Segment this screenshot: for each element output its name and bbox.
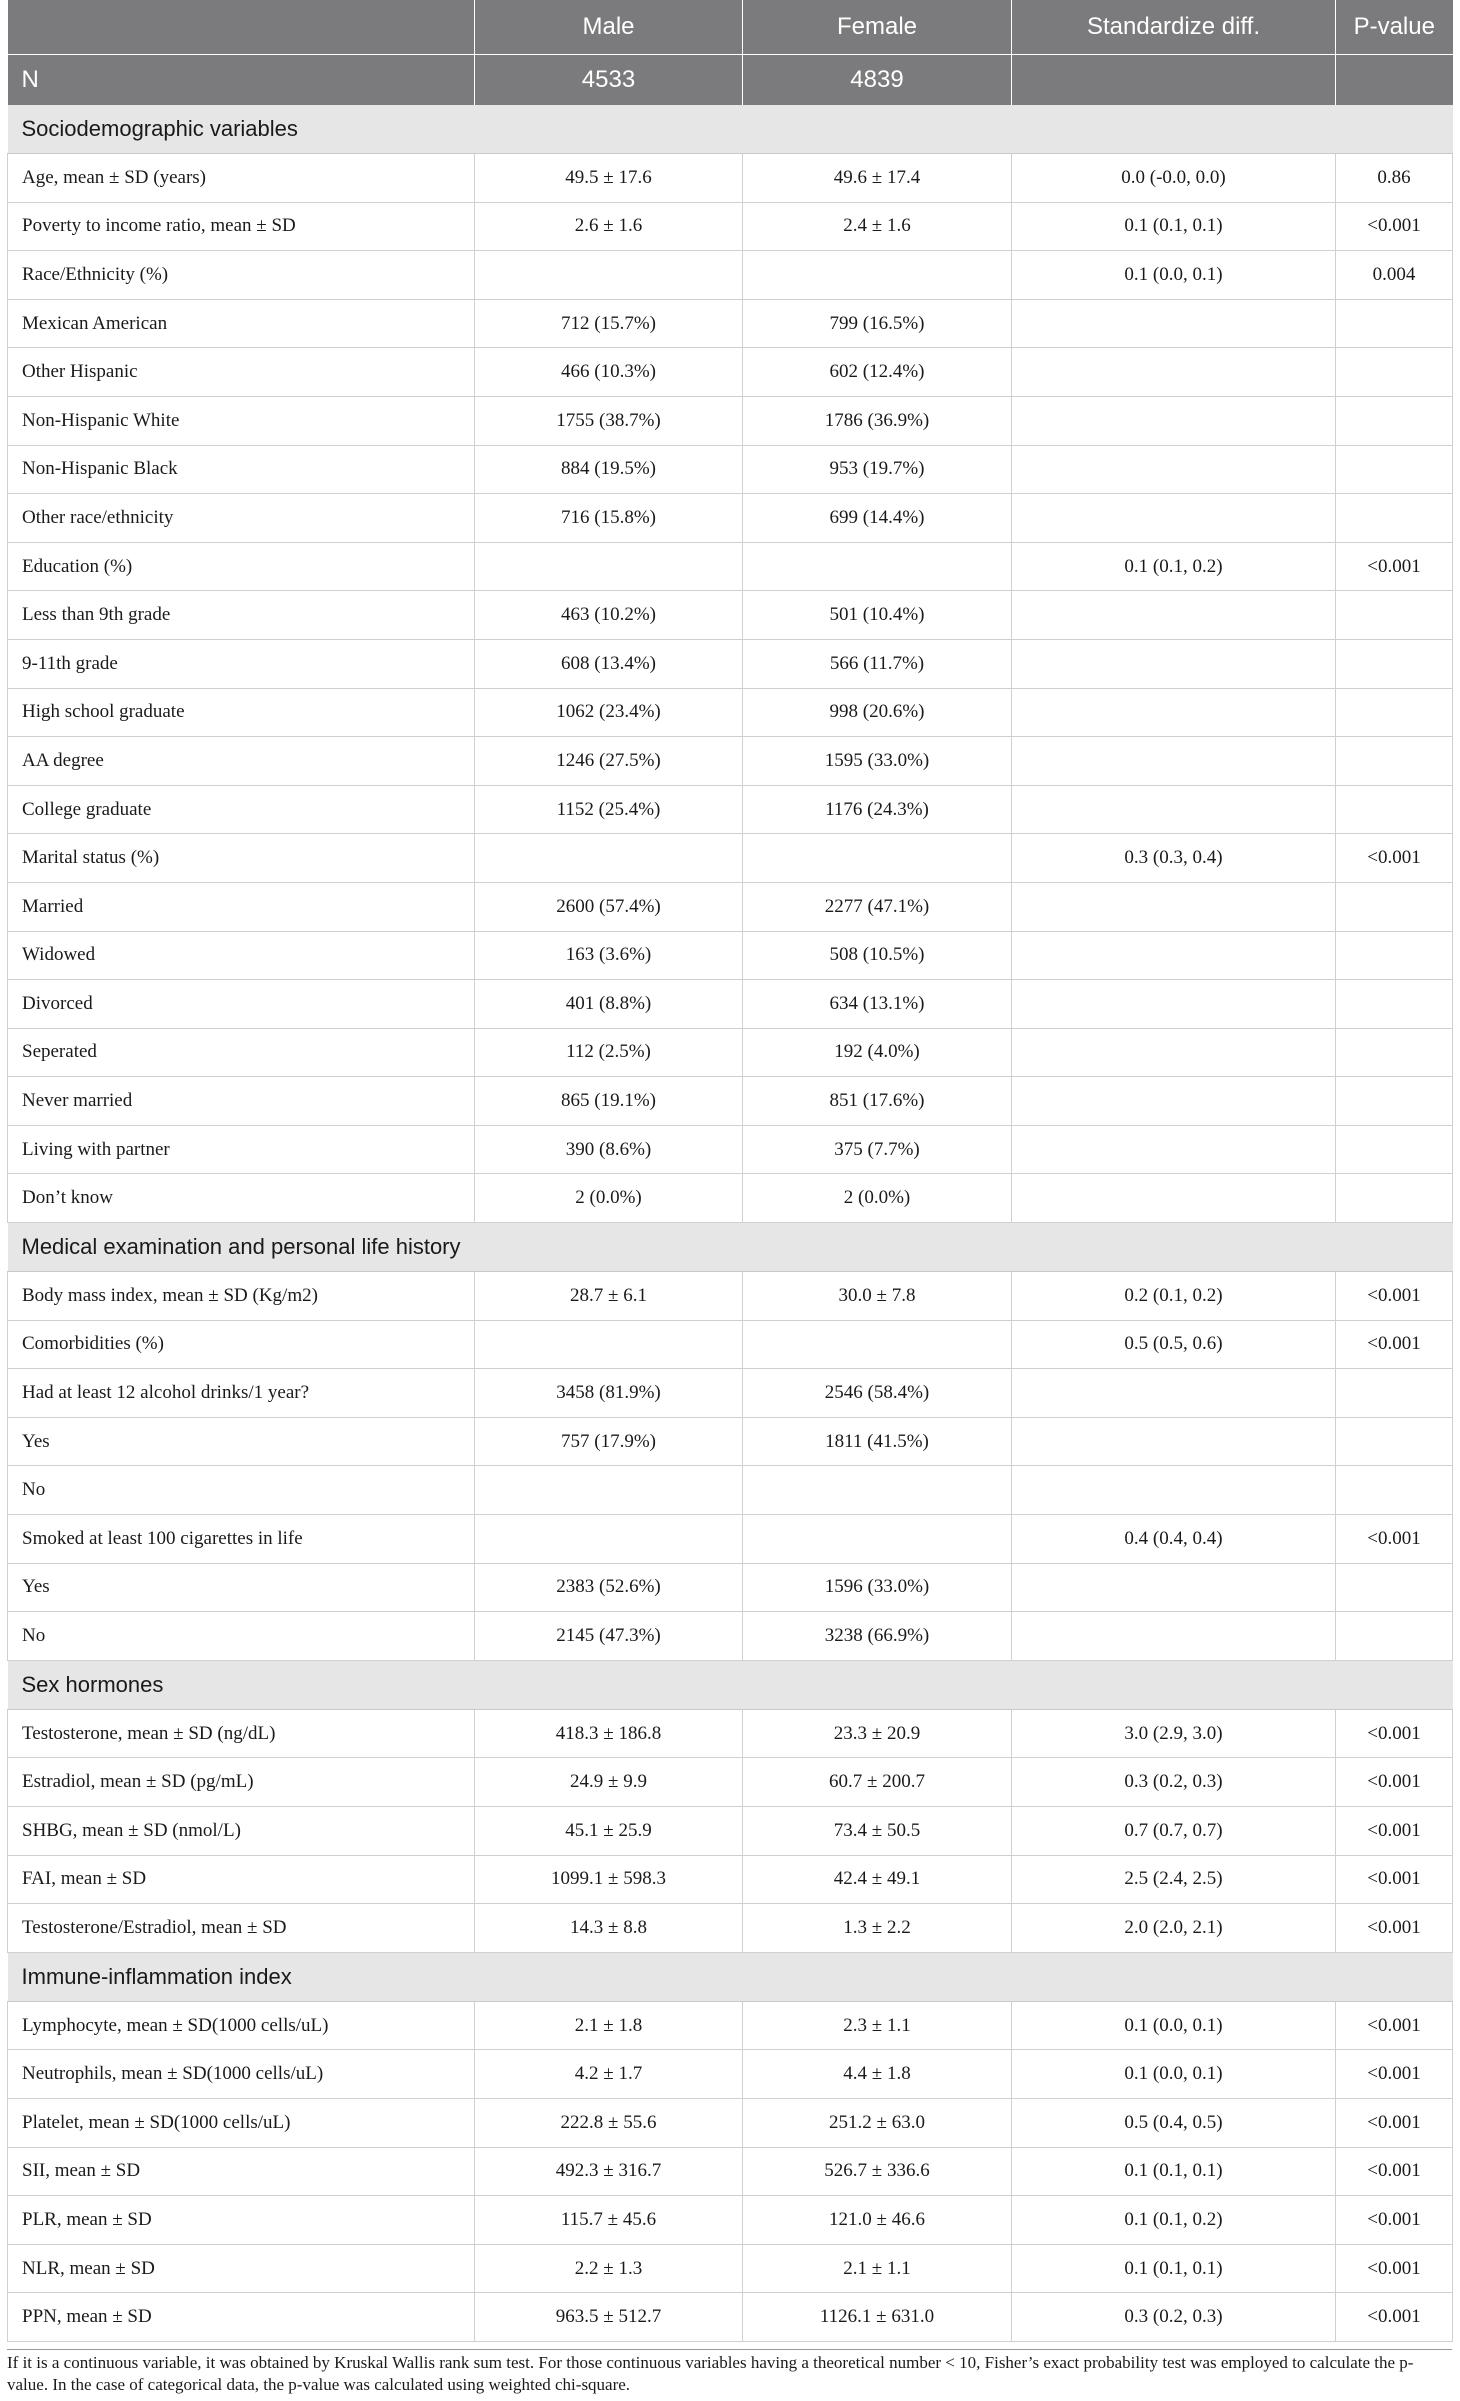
cell-variable: Other race/ethnicity	[8, 494, 475, 543]
cell-variable: College graduate	[8, 785, 475, 834]
cell-p-value: <0.001	[1336, 2001, 1453, 2050]
cell-p-value: <0.001	[1336, 1855, 1453, 1904]
cell-male: 24.9 ± 9.9	[475, 1758, 743, 1807]
cell-p-value	[1336, 494, 1453, 543]
cell-p-value	[1336, 1612, 1453, 1661]
table-row	[8, 591, 1453, 640]
cell-p-value: 0.004	[1336, 251, 1453, 300]
table-row	[8, 1028, 1453, 1077]
cell-variable: Never married	[8, 1077, 475, 1126]
cell-female: 1595 (33.0%)	[743, 737, 1012, 786]
table-footnote: If it is a continuous variable, it was obtained by Kruskal Wallis rank sum test. For those continuous variables having a theoretical number < 10, Fisher’s exact probability test was employed to calculate the p-value. In the case of categorical data, the p-value was calculated using weighted chi-square.	[7, 2349, 1452, 2396]
table-row	[8, 2050, 1453, 2099]
cell-standardize-diff	[1012, 931, 1336, 980]
cell-p-value	[1336, 1125, 1453, 1174]
cell-standardize-diff: 0.0 (-0.0, 0.0)	[1012, 154, 1336, 203]
cell-variable: SHBG, mean ± SD (nmol/L)	[8, 1807, 475, 1856]
cell-p-value: <0.001	[1336, 1272, 1453, 1321]
cell-p-value: <0.001	[1336, 2293, 1453, 2342]
cell-variable: Poverty to income ratio, mean ± SD	[8, 202, 475, 251]
cell-p-value: <0.001	[1336, 1709, 1453, 1758]
cell-male: 466 (10.3%)	[475, 348, 743, 397]
cell-variable: Seperated	[8, 1028, 475, 1077]
cell-variable: FAI, mean ± SD	[8, 1855, 475, 1904]
cell-p-value	[1336, 396, 1453, 445]
cell-male: 390 (8.6%)	[475, 1125, 743, 1174]
cell-variable: Smoked at least 100 cigarettes in life	[8, 1515, 475, 1564]
header-variable	[8, 0, 475, 55]
cell-p-value	[1336, 688, 1453, 737]
table-row	[8, 737, 1453, 786]
cell-female: 4.4 ± 1.8	[743, 2050, 1012, 2099]
cell-male: 112 (2.5%)	[475, 1028, 743, 1077]
cell-p-value	[1336, 931, 1453, 980]
cell-male: 401 (8.8%)	[475, 980, 743, 1029]
cell-female	[743, 1466, 1012, 1515]
cell-p-value	[1336, 1077, 1453, 1126]
n-p	[1336, 55, 1453, 106]
cell-male: 963.5 ± 512.7	[475, 2293, 743, 2342]
cell-p-value: <0.001	[1336, 1515, 1453, 1564]
cell-male: 1062 (23.4%)	[475, 688, 743, 737]
cell-female: 566 (11.7%)	[743, 639, 1012, 688]
table-row	[8, 1369, 1453, 1418]
cell-male: 2.6 ± 1.6	[475, 202, 743, 251]
cell-p-value: <0.001	[1336, 202, 1453, 251]
cell-p-value: <0.001	[1336, 2050, 1453, 2099]
cell-variable: 9-11th grade	[8, 639, 475, 688]
cell-male: 716 (15.8%)	[475, 494, 743, 543]
cell-p-value: 0.86	[1336, 154, 1453, 203]
cell-male	[475, 542, 743, 591]
table-row	[8, 2001, 1453, 2050]
cell-variable: Marital status (%)	[8, 834, 475, 883]
table-row	[8, 1612, 1453, 1661]
section-header-row	[8, 1660, 1453, 1709]
cell-variable: High school graduate	[8, 688, 475, 737]
cell-p-value	[1336, 1417, 1453, 1466]
cell-variable: Divorced	[8, 980, 475, 1029]
cell-male	[475, 251, 743, 300]
cell-male: 14.3 ± 8.8	[475, 1904, 743, 1953]
cell-female: 953 (19.7%)	[743, 445, 1012, 494]
cell-standardize-diff	[1012, 737, 1336, 786]
table-row	[8, 1709, 1453, 1758]
cell-p-value: <0.001	[1336, 542, 1453, 591]
cell-standardize-diff	[1012, 1466, 1336, 1515]
cell-female: 2.1 ± 1.1	[743, 2244, 1012, 2293]
table-header-row	[8, 0, 1453, 55]
cell-variable: SII, mean ± SD	[8, 2147, 475, 2196]
cell-standardize-diff: 0.5 (0.4, 0.5)	[1012, 2098, 1336, 2147]
cell-p-value: <0.001	[1336, 2196, 1453, 2245]
table-row	[8, 980, 1453, 1029]
cell-variable: Comorbidities (%)	[8, 1320, 475, 1369]
table-row	[8, 1272, 1453, 1321]
table-row	[8, 299, 1453, 348]
table-row	[8, 1563, 1453, 1612]
cell-p-value	[1336, 639, 1453, 688]
cell-male: 2145 (47.3%)	[475, 1612, 743, 1661]
cell-p-value	[1336, 882, 1453, 931]
cell-female: 121.0 ± 46.6	[743, 2196, 1012, 2245]
cell-standardize-diff: 0.1 (0.0, 0.1)	[1012, 2001, 1336, 2050]
cell-female: 602 (12.4%)	[743, 348, 1012, 397]
cell-standardize-diff: 0.1 (0.1, 0.1)	[1012, 202, 1336, 251]
cell-p-value: <0.001	[1336, 2098, 1453, 2147]
header-female: Female	[743, 0, 1012, 55]
cell-variable: No	[8, 1612, 475, 1661]
cell-variable: Mexican American	[8, 299, 475, 348]
table-row	[8, 202, 1453, 251]
cell-standardize-diff: 0.3 (0.3, 0.4)	[1012, 834, 1336, 883]
cell-p-value	[1336, 980, 1453, 1029]
cell-male: 2600 (57.4%)	[475, 882, 743, 931]
cell-standardize-diff: 0.1 (0.0, 0.1)	[1012, 2050, 1336, 2099]
cell-variable: Less than 9th grade	[8, 591, 475, 640]
cell-female: 30.0 ± 7.8	[743, 1272, 1012, 1321]
cell-standardize-diff: 2.0 (2.0, 2.1)	[1012, 1904, 1336, 1953]
cell-female: 375 (7.7%)	[743, 1125, 1012, 1174]
cell-p-value	[1336, 348, 1453, 397]
cell-variable: Lymphocyte, mean ± SD(1000 cells/uL)	[8, 2001, 475, 2050]
cell-standardize-diff: 0.3 (0.2, 0.3)	[1012, 1758, 1336, 1807]
cell-male: 712 (15.7%)	[475, 299, 743, 348]
cell-variable: Living with partner	[8, 1125, 475, 1174]
table-row	[8, 1174, 1453, 1223]
cell-male	[475, 1320, 743, 1369]
table-row	[8, 785, 1453, 834]
cell-male: 608 (13.4%)	[475, 639, 743, 688]
cell-standardize-diff	[1012, 882, 1336, 931]
cell-standardize-diff: 3.0 (2.9, 3.0)	[1012, 1709, 1336, 1758]
cell-male: 45.1 ± 25.9	[475, 1807, 743, 1856]
cell-variable: Yes	[8, 1417, 475, 1466]
cell-male: 463 (10.2%)	[475, 591, 743, 640]
cell-male: 865 (19.1%)	[475, 1077, 743, 1126]
cell-female: 42.4 ± 49.1	[743, 1855, 1012, 1904]
table-row	[8, 1758, 1453, 1807]
table-row	[8, 1807, 1453, 1856]
section-title: Sex hormones	[8, 1660, 1453, 1709]
cell-p-value	[1336, 1174, 1453, 1223]
cell-male	[475, 834, 743, 883]
n-std	[1012, 55, 1336, 106]
cell-standardize-diff	[1012, 1417, 1336, 1466]
cell-male: 115.7 ± 45.6	[475, 2196, 743, 2245]
cell-standardize-diff	[1012, 348, 1336, 397]
cell-standardize-diff	[1012, 1125, 1336, 1174]
table-row	[8, 494, 1453, 543]
table-row	[8, 348, 1453, 397]
section-title: Immune-inflammation index	[8, 1952, 1453, 2001]
cell-variable: Don’t know	[8, 1174, 475, 1223]
cell-female: 799 (16.5%)	[743, 299, 1012, 348]
cell-p-value	[1336, 299, 1453, 348]
cell-male: 163 (3.6%)	[475, 931, 743, 980]
cell-standardize-diff: 0.1 (0.1, 0.1)	[1012, 2147, 1336, 2196]
cell-variable: Platelet, mean ± SD(1000 cells/uL)	[8, 2098, 475, 2147]
table-row	[8, 639, 1453, 688]
cell-female: 851 (17.6%)	[743, 1077, 1012, 1126]
cell-standardize-diff: 0.1 (0.1, 0.2)	[1012, 2196, 1336, 2245]
cell-female: 699 (14.4%)	[743, 494, 1012, 543]
cell-female: 1786 (36.9%)	[743, 396, 1012, 445]
cell-standardize-diff	[1012, 396, 1336, 445]
cell-standardize-diff	[1012, 1369, 1336, 1418]
cell-p-value: <0.001	[1336, 1320, 1453, 1369]
table-row	[8, 2196, 1453, 2245]
cell-variable: AA degree	[8, 737, 475, 786]
cell-standardize-diff: 2.5 (2.4, 2.5)	[1012, 1855, 1336, 1904]
cell-female: 1811 (41.5%)	[743, 1417, 1012, 1466]
cell-variable: Testosterone/Estradiol, mean ± SD	[8, 1904, 475, 1953]
table-row	[8, 1077, 1453, 1126]
table-row	[8, 882, 1453, 931]
cell-standardize-diff: 0.3 (0.2, 0.3)	[1012, 2293, 1336, 2342]
cell-female: 2.3 ± 1.1	[743, 2001, 1012, 2050]
cell-variable: Body mass index, mean ± SD (Kg/m2)	[8, 1272, 475, 1321]
cell-female: 73.4 ± 50.5	[743, 1807, 1012, 1856]
cell-female: 23.3 ± 20.9	[743, 1709, 1012, 1758]
header-standardize-diff: Standardize diff.	[1012, 0, 1336, 55]
cell-p-value	[1336, 1466, 1453, 1515]
cell-male: 28.7 ± 6.1	[475, 1272, 743, 1321]
baseline-characteristics-table	[7, 0, 1453, 2342]
cell-male: 1152 (25.4%)	[475, 785, 743, 834]
cell-variable: Estradiol, mean ± SD (pg/mL)	[8, 1758, 475, 1807]
cell-standardize-diff	[1012, 299, 1336, 348]
sample-size-row	[8, 55, 1453, 106]
cell-variable: Yes	[8, 1563, 475, 1612]
cell-female: 49.6 ± 17.4	[743, 154, 1012, 203]
cell-p-value	[1336, 1563, 1453, 1612]
cell-female: 634 (13.1%)	[743, 980, 1012, 1029]
cell-female: 501 (10.4%)	[743, 591, 1012, 640]
table-row	[8, 1320, 1453, 1369]
cell-male: 4.2 ± 1.7	[475, 2050, 743, 2099]
cell-male: 2.1 ± 1.8	[475, 2001, 743, 2050]
cell-female: 251.2 ± 63.0	[743, 2098, 1012, 2147]
section-header-row	[8, 105, 1453, 154]
table-row	[8, 1904, 1453, 1953]
cell-male: 49.5 ± 17.6	[475, 154, 743, 203]
cell-p-value	[1336, 785, 1453, 834]
cell-female: 526.7 ± 336.6	[743, 2147, 1012, 2196]
cell-variable: Non-Hispanic Black	[8, 445, 475, 494]
cell-p-value	[1336, 1028, 1453, 1077]
table-row	[8, 542, 1453, 591]
table-row	[8, 2147, 1453, 2196]
cell-female: 508 (10.5%)	[743, 931, 1012, 980]
cell-female: 1176 (24.3%)	[743, 785, 1012, 834]
section-header-row	[8, 1952, 1453, 2001]
cell-p-value: <0.001	[1336, 1758, 1453, 1807]
table-row	[8, 1515, 1453, 1564]
cell-female	[743, 1515, 1012, 1564]
table-row	[8, 154, 1453, 203]
table-body	[8, 105, 1453, 2341]
cell-female: 1596 (33.0%)	[743, 1563, 1012, 1612]
cell-female: 3238 (66.9%)	[743, 1612, 1012, 1661]
cell-female	[743, 834, 1012, 883]
table-row	[8, 688, 1453, 737]
cell-male	[475, 1466, 743, 1515]
table-row	[8, 1417, 1453, 1466]
cell-standardize-diff: 0.7 (0.7, 0.7)	[1012, 1807, 1336, 1856]
cell-variable: No	[8, 1466, 475, 1515]
table-row	[8, 2098, 1453, 2147]
baseline-characteristics-table-container	[7, 0, 1452, 2342]
cell-p-value: <0.001	[1336, 2244, 1453, 2293]
cell-p-value	[1336, 445, 1453, 494]
table-row	[8, 834, 1453, 883]
cell-female: 998 (20.6%)	[743, 688, 1012, 737]
cell-standardize-diff: 0.5 (0.5, 0.6)	[1012, 1320, 1336, 1369]
n-female: 4839	[743, 55, 1012, 106]
cell-male: 492.3 ± 316.7	[475, 2147, 743, 2196]
section-title: Medical examination and personal life history	[8, 1223, 1453, 1272]
table-row	[8, 396, 1453, 445]
cell-male: 1246 (27.5%)	[475, 737, 743, 786]
cell-male: 757 (17.9%)	[475, 1417, 743, 1466]
cell-standardize-diff	[1012, 639, 1336, 688]
n-male: 4533	[475, 55, 743, 106]
header-p-value: P-value	[1336, 0, 1453, 55]
cell-p-value: <0.001	[1336, 1807, 1453, 1856]
cell-variable: Widowed	[8, 931, 475, 980]
cell-male: 2.2 ± 1.3	[475, 2244, 743, 2293]
cell-standardize-diff	[1012, 1563, 1336, 1612]
cell-male: 1099.1 ± 598.3	[475, 1855, 743, 1904]
cell-female: 2277 (47.1%)	[743, 882, 1012, 931]
cell-standardize-diff: 0.1 (0.1, 0.2)	[1012, 542, 1336, 591]
table-row	[8, 1855, 1453, 1904]
section-title: Sociodemographic variables	[8, 105, 1453, 154]
n-label: N	[8, 55, 475, 106]
cell-standardize-diff: 0.2 (0.1, 0.2)	[1012, 1272, 1336, 1321]
cell-standardize-diff	[1012, 494, 1336, 543]
cell-variable: Age, mean ± SD (years)	[8, 154, 475, 203]
cell-variable: NLR, mean ± SD	[8, 2244, 475, 2293]
cell-variable: Testosterone, mean ± SD (ng/dL)	[8, 1709, 475, 1758]
cell-female	[743, 542, 1012, 591]
cell-male: 2383 (52.6%)	[475, 1563, 743, 1612]
cell-standardize-diff	[1012, 1174, 1336, 1223]
cell-standardize-diff: 0.1 (0.0, 0.1)	[1012, 251, 1336, 300]
cell-variable: Education (%)	[8, 542, 475, 591]
table-row	[8, 445, 1453, 494]
cell-female: 192 (4.0%)	[743, 1028, 1012, 1077]
table-row	[8, 931, 1453, 980]
cell-male: 2 (0.0%)	[475, 1174, 743, 1223]
cell-female	[743, 251, 1012, 300]
cell-p-value	[1336, 737, 1453, 786]
cell-female: 2546 (58.4%)	[743, 1369, 1012, 1418]
cell-standardize-diff	[1012, 591, 1336, 640]
cell-male: 3458 (81.9%)	[475, 1369, 743, 1418]
table-row	[8, 1466, 1453, 1515]
cell-standardize-diff	[1012, 1028, 1336, 1077]
cell-variable: Married	[8, 882, 475, 931]
cell-standardize-diff	[1012, 785, 1336, 834]
table-row	[8, 1125, 1453, 1174]
cell-variable: Neutrophils, mean ± SD(1000 cells/uL)	[8, 2050, 475, 2099]
cell-female: 60.7 ± 200.7	[743, 1758, 1012, 1807]
cell-variable: Non-Hispanic White	[8, 396, 475, 445]
cell-male: 884 (19.5%)	[475, 445, 743, 494]
cell-male	[475, 1515, 743, 1564]
cell-p-value	[1336, 591, 1453, 640]
cell-p-value: <0.001	[1336, 834, 1453, 883]
cell-female: 2.4 ± 1.6	[743, 202, 1012, 251]
cell-standardize-diff	[1012, 1077, 1336, 1126]
cell-variable: PPN, mean ± SD	[8, 2293, 475, 2342]
cell-standardize-diff: 0.4 (0.4, 0.4)	[1012, 1515, 1336, 1564]
cell-variable: Race/Ethnicity (%)	[8, 251, 475, 300]
cell-p-value: <0.001	[1336, 2147, 1453, 2196]
cell-female: 1.3 ± 2.2	[743, 1904, 1012, 1953]
cell-variable: Other Hispanic	[8, 348, 475, 397]
cell-variable: PLR, mean ± SD	[8, 2196, 475, 2245]
cell-female	[743, 1320, 1012, 1369]
cell-male: 1755 (38.7%)	[475, 396, 743, 445]
cell-female: 1126.1 ± 631.0	[743, 2293, 1012, 2342]
cell-standardize-diff	[1012, 688, 1336, 737]
cell-female: 2 (0.0%)	[743, 1174, 1012, 1223]
table-row	[8, 2293, 1453, 2342]
cell-standardize-diff	[1012, 980, 1336, 1029]
cell-standardize-diff: 0.1 (0.1, 0.1)	[1012, 2244, 1336, 2293]
cell-male: 418.3 ± 186.8	[475, 1709, 743, 1758]
table-row	[8, 2244, 1453, 2293]
cell-p-value: <0.001	[1336, 1904, 1453, 1953]
table-row	[8, 251, 1453, 300]
cell-male: 222.8 ± 55.6	[475, 2098, 743, 2147]
header-male: Male	[475, 0, 743, 55]
cell-standardize-diff	[1012, 445, 1336, 494]
cell-variable: Had at least 12 alcohol drinks/1 year?	[8, 1369, 475, 1418]
section-header-row	[8, 1223, 1453, 1272]
cell-p-value	[1336, 1369, 1453, 1418]
cell-standardize-diff	[1012, 1612, 1336, 1661]
